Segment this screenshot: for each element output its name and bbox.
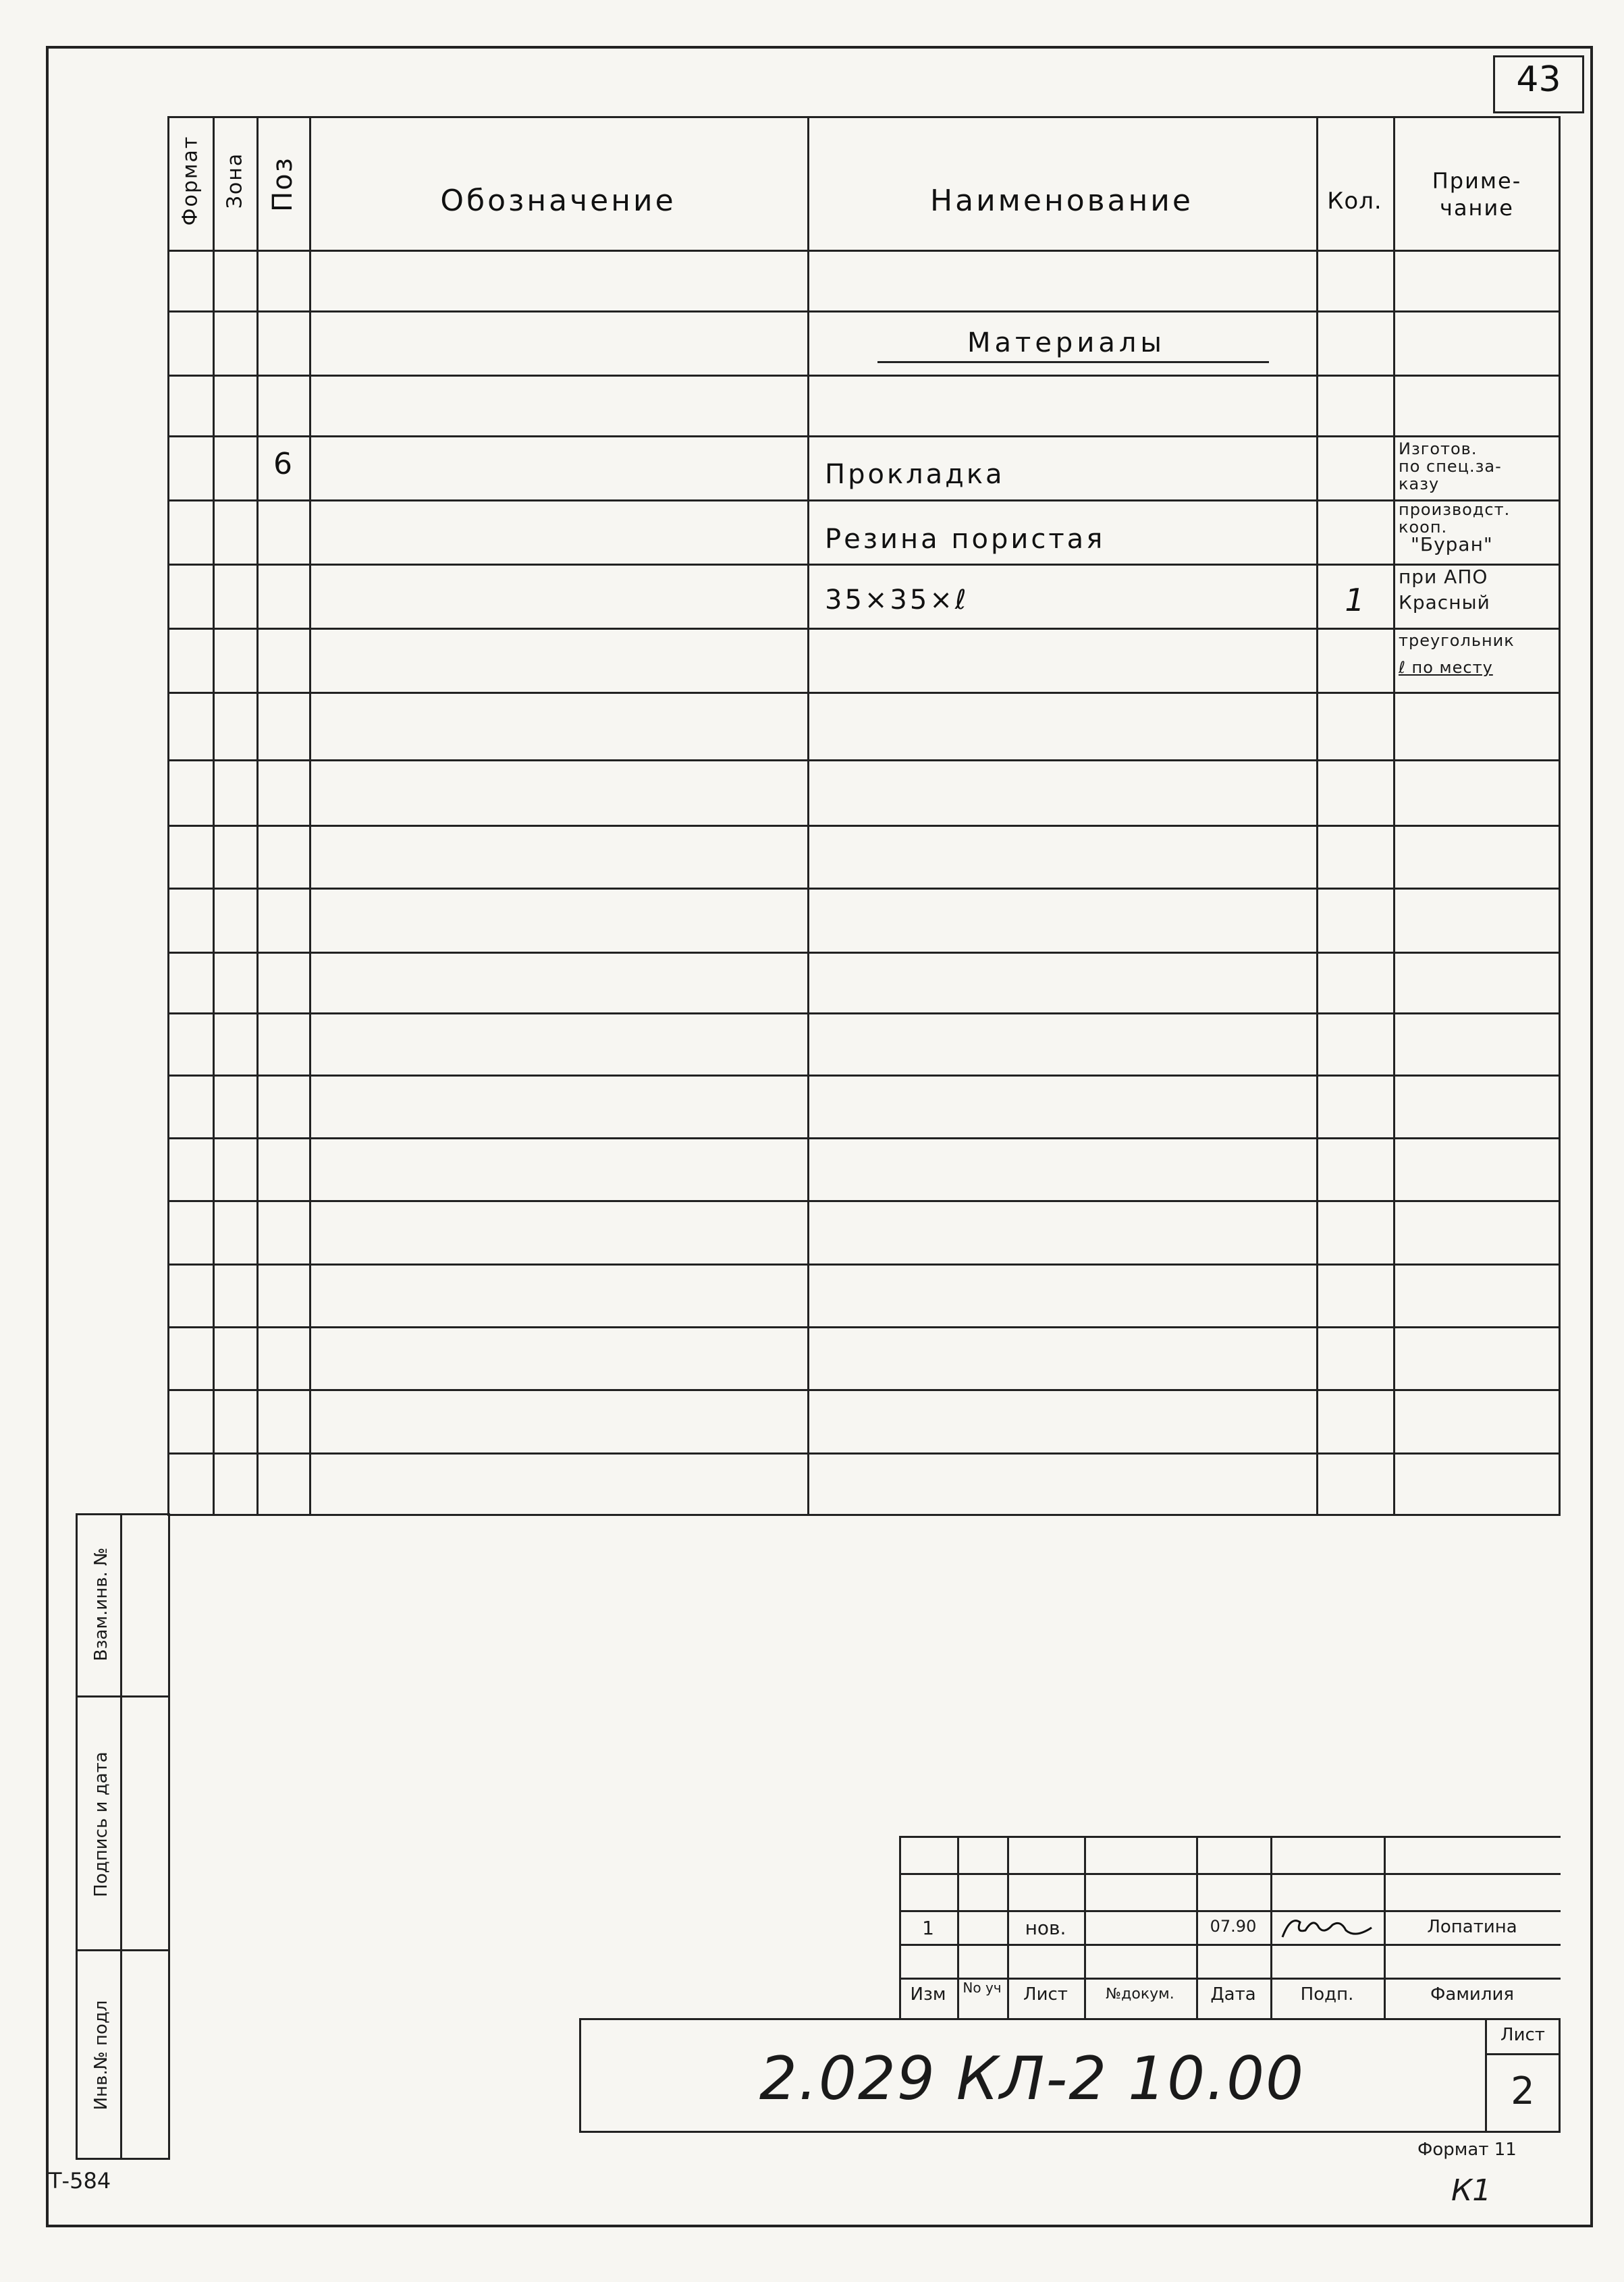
- row-line: [167, 1264, 1561, 1266]
- side-stamp-podpis-data: Подпись и дата: [91, 1751, 111, 1897]
- row-line: [167, 1326, 1561, 1328]
- tb-sheet-label-line: [1485, 2053, 1561, 2055]
- side-stamp: [76, 1513, 170, 2160]
- side-stamp-vzam-inv: Взам.инв. №: [91, 1547, 111, 1662]
- spec-table: [167, 116, 1561, 1516]
- header-separator: [167, 250, 1561, 252]
- side-stamp-inv-podl: Инв.№ подл: [91, 2000, 111, 2111]
- header-format: Формат: [178, 135, 202, 226]
- header-name: Наименование: [930, 184, 1193, 218]
- tb-rev-izm: 1: [922, 1917, 934, 1939]
- tb-rev-date: 07.90: [1210, 1917, 1257, 1936]
- tb-rev-list: нов.: [1025, 1917, 1066, 1939]
- bottom-left-code: Т-584: [49, 2168, 111, 2194]
- row-line: [167, 825, 1561, 827]
- tb-rev-surname: Лопатина: [1427, 1917, 1517, 1937]
- row-line: [167, 692, 1561, 694]
- header-pos: Поз: [267, 157, 298, 212]
- item-note-line: Красный: [1399, 591, 1490, 614]
- tb-sheet-label: Лист: [1500, 2025, 1545, 2045]
- col-line-qty: [1316, 116, 1318, 1516]
- item-pos: 6: [273, 447, 292, 481]
- side-stamp-row-line: [76, 1695, 170, 1697]
- header-designation: Обозначение: [440, 184, 676, 218]
- tb-row-line: [899, 1836, 1561, 1838]
- item-note-line: по спец.за-: [1399, 457, 1502, 476]
- row-line: [167, 564, 1561, 566]
- row-line: [167, 1452, 1561, 1455]
- row-line: [167, 1012, 1561, 1014]
- item-note-line: казу: [1399, 474, 1440, 493]
- item-note-line: кооп.: [1399, 518, 1448, 537]
- tb-sheet-number: 2: [1511, 2069, 1535, 2113]
- item-note-line: производст.: [1399, 500, 1511, 519]
- header-qty: Кол.: [1327, 188, 1382, 215]
- col-line-name: [807, 116, 809, 1516]
- corner-sheet-number: 43: [1516, 59, 1561, 100]
- side-stamp-row-line: [76, 1949, 170, 1951]
- tb-row-line: [899, 1873, 1561, 1875]
- row-line: [167, 952, 1561, 954]
- tb-label-izm: Изм: [910, 1984, 946, 2005]
- item-note-line: треугольник: [1399, 631, 1515, 650]
- bottom-right-mark: К1: [1451, 2173, 1492, 2208]
- row-line: [167, 888, 1561, 890]
- tb-label-ndoc: №докум.: [1106, 1986, 1174, 2003]
- row-line: [167, 435, 1561, 437]
- tb-label-nuch: No уч: [963, 1980, 1002, 1996]
- tb-rev-signature: [1270, 1910, 1384, 1944]
- section-title-underline: [877, 361, 1269, 363]
- tb-label-surname: Фамилия: [1430, 1984, 1514, 2005]
- item-name-line-2: Резина пористая: [825, 524, 1106, 555]
- col-line-zone: [213, 116, 215, 1516]
- row-line: [167, 310, 1561, 313]
- tb-label-date: Дата: [1210, 1984, 1256, 2005]
- tb-row-line: [899, 1944, 1561, 1946]
- col-line-pos: [256, 116, 259, 1516]
- item-note-line: "Буран": [1411, 533, 1493, 555]
- row-line: [167, 1137, 1561, 1139]
- row-line: [167, 375, 1561, 377]
- tb-designation: 2.029 КЛ-2 10.00: [759, 2044, 1305, 2113]
- row-line: [167, 1389, 1561, 1391]
- row-line: [167, 628, 1561, 630]
- item-note-line: Изготов.: [1399, 439, 1478, 458]
- row-line: [167, 1075, 1561, 1077]
- col-line-note: [1393, 116, 1395, 1516]
- side-stamp-divider: [120, 1513, 122, 2160]
- item-name-line-1: Прокладка: [825, 459, 1005, 490]
- row-line: [167, 1200, 1561, 1202]
- header-zone: Зона: [223, 152, 247, 209]
- item-note-line: ℓ по месту: [1399, 658, 1493, 677]
- tb-row-line: [899, 1910, 1561, 1912]
- row-line: [167, 499, 1561, 501]
- item-note-line: при АПО: [1399, 566, 1488, 588]
- header-note: Приме- чание: [1432, 168, 1522, 221]
- item-qty: 1: [1345, 582, 1365, 618]
- col-line-designation: [309, 116, 311, 1516]
- item-name-line-3: 35×35×ℓ: [825, 585, 969, 616]
- row-line: [167, 759, 1561, 761]
- tb-label-sign: Подп.: [1300, 1984, 1354, 2005]
- section-title: Материалы: [967, 327, 1166, 358]
- tb-label-list: Лист: [1023, 1984, 1068, 2005]
- format-label: Формат 11: [1417, 2140, 1517, 2160]
